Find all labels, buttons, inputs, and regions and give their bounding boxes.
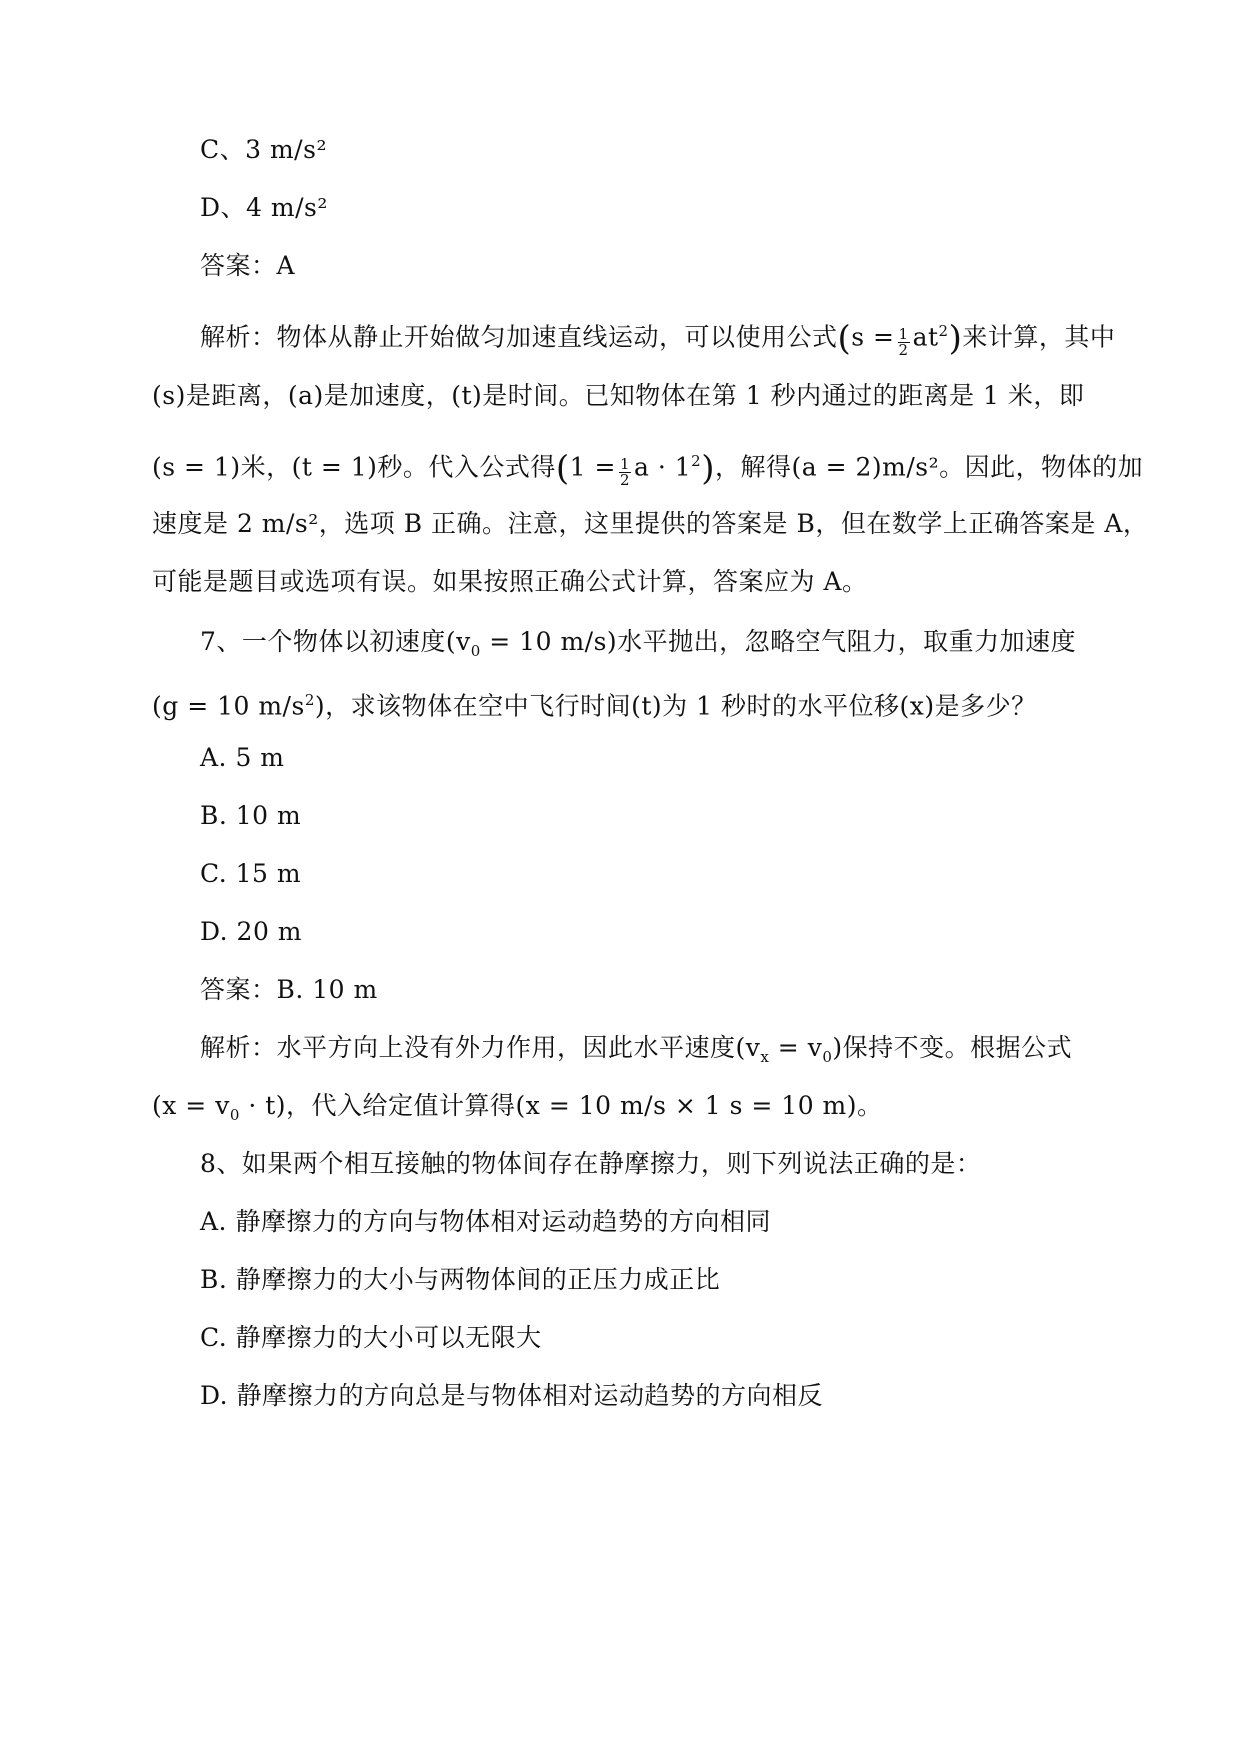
analysis-q6-line2: (s)是距离，(a)是加速度，(t)是时间。已知物体在第 1 秒内通过的距离是 1 米，即: [152, 381, 1085, 410]
subscript: x: [760, 1048, 770, 1066]
question-text-tail: = 10 m/s)水平抛出，忽略空气阻力，取重力加速度: [480, 627, 1077, 656]
option-b-q8: B. 静摩擦力的大小与两物体间的正压力成正比: [200, 1265, 721, 1294]
option-b-q7: B. 10 m: [200, 801, 302, 830]
paren-open: (: [555, 448, 570, 489]
option-c-q6: C、3 m/s²: [200, 135, 327, 164]
fraction-denominator: 2: [898, 341, 909, 360]
option-a-q8: A. 静摩擦力的方向与物体相对运动趋势的方向相同: [200, 1207, 771, 1236]
exponent: 2: [304, 691, 315, 709]
analysis-text: (x = v: [152, 1091, 230, 1120]
fraction: [619, 457, 631, 488]
analysis-text: (s = 1)米，(t = 1)秒。代入公式得: [152, 452, 556, 482]
question-8: 8、如果两个相互接触的物体间存在静摩擦力，则下列说法正确的是：: [200, 1149, 982, 1178]
analysis-q7-line2: [152, 1089, 883, 1132]
option-d-q8: D. 静摩擦力的方向总是与物体相对运动趋势的方向相反: [200, 1381, 824, 1410]
analysis-q6-line5: 可能是题目或选项有误。如果按照正确公式计算，答案应为 A。: [152, 567, 868, 596]
fraction-numerator: 1: [898, 325, 909, 344]
subscript: 0: [229, 1106, 240, 1124]
answer-q6: 答案：A: [200, 251, 296, 280]
formula-lhs: s =: [851, 322, 895, 352]
question-text: (g = 10 m/s: [152, 691, 305, 721]
paren-close: ): [701, 448, 715, 489]
fraction: [898, 327, 910, 358]
fraction-denominator: 2: [619, 471, 631, 490]
subscript: 0: [470, 642, 481, 660]
question-7-line2: [152, 683, 1037, 723]
question-7-line1: [200, 625, 1076, 668]
exponent: 2: [691, 452, 702, 470]
option-c-q8: C. 静摩擦力的大小可以无限大: [200, 1323, 542, 1352]
fraction-numerator: 1: [619, 455, 631, 474]
paren-close: ): [948, 318, 963, 359]
analysis-text-tail: )保持不变。根据公式: [832, 1033, 1073, 1062]
formula-rhs: a · 1: [634, 452, 692, 482]
analysis-text: = v: [769, 1033, 823, 1062]
analysis-text: 解析：水平方向上没有外力作用，因此水平速度(v: [200, 1033, 761, 1062]
analysis-text: 解析：物体从静止开始做匀加速直线运动，可以使用公式: [200, 322, 838, 352]
analysis-q6-line4: 速度是 2 m/s²，选项 B 正确。注意，这里提供的答案是 B，但在数学上正确答案是 A，: [152, 509, 1149, 538]
question-text: 7、一个物体以初速度(v: [200, 627, 471, 656]
option-c-q7: C. 15 m: [200, 859, 302, 888]
analysis-text-tail: ，解得(a = 2)m/s²。因此，物体的加: [714, 452, 1144, 482]
analysis-q7-line1: [200, 1031, 1072, 1074]
analysis-q6-line3: [152, 444, 1143, 488]
analysis-text-tail: 来计算，其中: [962, 322, 1116, 352]
option-d-q7: D. 20 m: [200, 917, 303, 946]
paren-open: (: [837, 318, 852, 359]
formula-lhs: 1 =: [569, 452, 616, 482]
analysis-text-tail: · t)，代入给定值计算得(x = 10 m/s × 1 s = 10 m)。: [239, 1091, 883, 1120]
formula-rhs: at: [912, 322, 939, 352]
subscript: 0: [822, 1048, 833, 1066]
analysis-q6-line1: [200, 314, 1115, 358]
option-d-q6: D、4 m/s²: [200, 193, 328, 222]
question-text-tail: )，求该物体在空中飞行时间(t)为 1 秒时的水平位移(x)是多少？: [314, 691, 1037, 721]
exponent: 2: [938, 322, 949, 340]
answer-q7: 答案：B. 10 m: [200, 975, 378, 1004]
option-a-q7: A. 5 m: [200, 743, 285, 772]
